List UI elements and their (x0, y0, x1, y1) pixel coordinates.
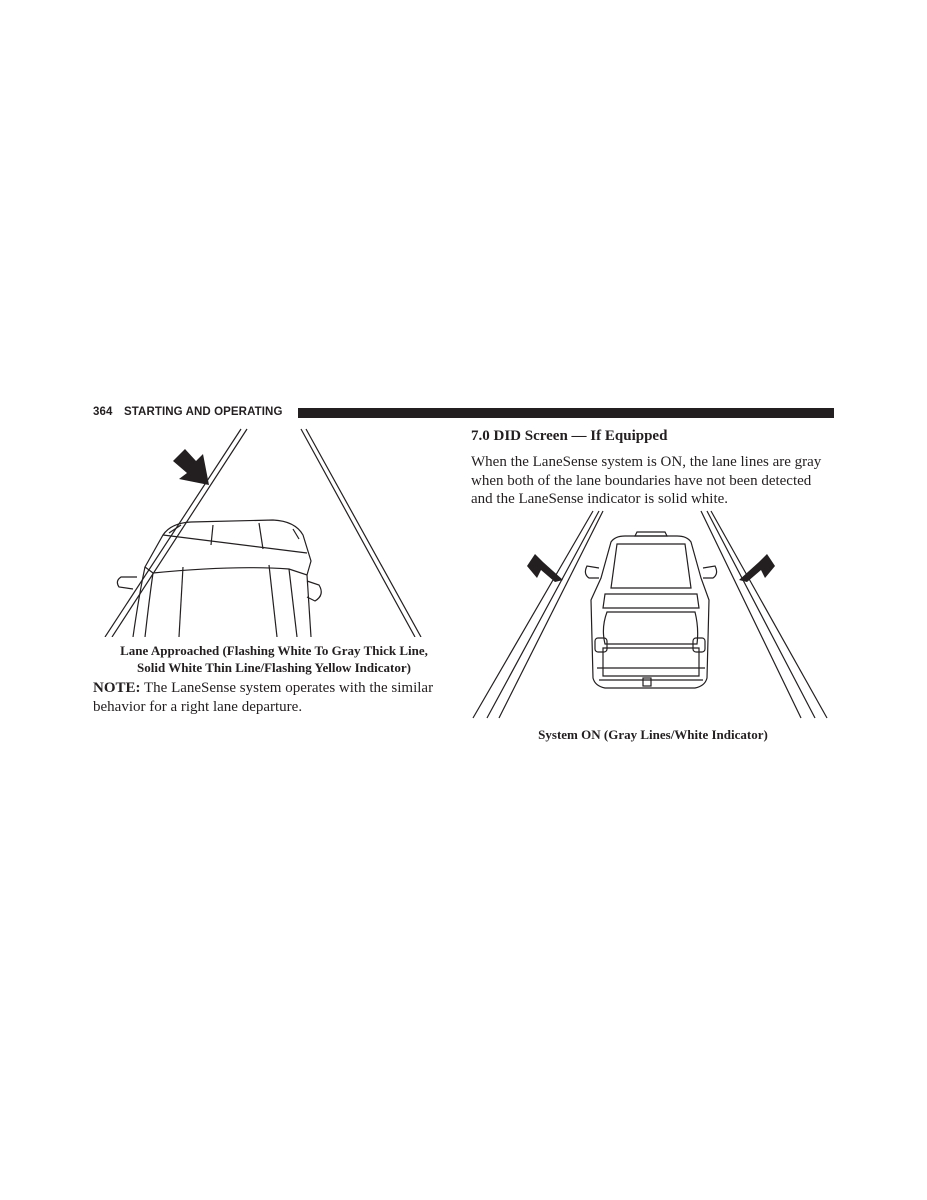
note-text: behavior for a right lane departure. (93, 698, 303, 715)
caption-line: Solid White Thin Line/Flashing Yellow Indicator) (137, 660, 411, 675)
paragraph-line: and the LaneSense indicator is solid white. (471, 491, 729, 507)
system-on-figure (471, 508, 835, 720)
arrow-pointer-icon (173, 449, 209, 485)
page-header (93, 405, 834, 421)
note-paragraph (93, 679, 465, 716)
right-figure-caption: System ON (Gray Lines/White Indicator) (538, 727, 768, 742)
lane-approached-figure (93, 425, 455, 637)
arrow-pointer-icon (739, 554, 775, 582)
section-title: STARTING AND OPERATING (124, 406, 283, 418)
paragraph-line: when both of the lane boundaries have not been detected (471, 472, 812, 489)
note-text: The LaneSense system operates with the similar (140, 680, 434, 696)
arrow-pointer-icon (527, 554, 563, 582)
caption-line: Lane Approached (Flashing White To Gray Thick Line, (120, 643, 428, 658)
left-figure-caption (93, 642, 455, 676)
page-number: 364 (93, 406, 113, 418)
header-rule (298, 408, 834, 418)
body-paragraph (471, 453, 841, 509)
vehicle-rear-view-illustration (471, 508, 835, 720)
note-label: NOTE: (93, 680, 141, 696)
vehicle-lane-approached-illustration (93, 425, 455, 637)
paragraph-line: When the LaneSense system is ON, the lane lines are gray (471, 454, 822, 470)
section-heading: 7.0 DID Screen — If Equipped (471, 428, 668, 444)
